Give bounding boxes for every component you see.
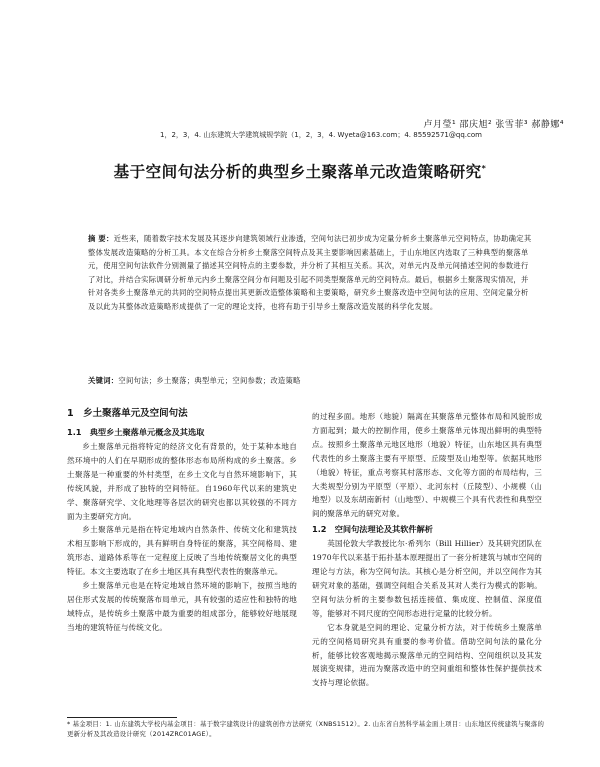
affiliation: 1，2，3，4. 山东建筑大学建筑城规学院（1，2，3，4. Wyeta@163.com；4. 85592571@qq.com — [160, 131, 482, 139]
footnote-divider — [67, 717, 177, 718]
section-1-heading: 1 乡土聚落单元及空间句法 — [67, 408, 188, 419]
body-paragraph: 它本身就是空间的理论、定量分析方法，对于传统乡土聚落单元的空间格局研究具有重要的参考价值。借助空间句法的量化分析，能够比较客观地揭示聚落单元的空间结构、空间组织以及其发展演变规律，进而为聚落改造中的空间重组和整体性保护提供技术支持与理论依据。 — [312, 622, 542, 688]
keywords-text: 空间句法；乡土聚落；典型单元；空间参数；改造策略 — [118, 376, 301, 385]
footnote: * 基金项目：1. 山东建筑大学校内基金项目：基于数字建筑设计的建筑创作方法研究（XNBS1512）。2. 山东省自然科学基金面上项目：山东地区传统建筑与聚落的更新分析及其改造设计研究（2014ZRC01AGE）。 — [67, 720, 545, 738]
keywords — [88, 376, 533, 386]
right-column — [312, 410, 542, 690]
abstract-text: 近些来，随着数字技术发展及其逐步向建筑领域行业渗透，空间句法已初步成为定量分析乡土聚落单元空间特点，协助确定其整体发展改造策略的分析工具。本文在综合分析乡土聚落空间特点及其主要影响因素基础上，于山东地区内选取了三种典型的聚落单元，使用空间句法软件分别测量了描述其空间特点的主要参数，并分析了其相互关系。其次，对单元内及单元间描述空间的参数进行了对比，并结合实际调研分析单元内乡土聚落空间分布问题及引起不同类型聚落单元的空间特点。最后，根据乡土聚落现实情况，并针对各类乡土聚落单元的共同的空间特点提出其更新改造整体策略和主要策略，研究乡土聚落改造中空间句法的应用、空间定量分析及以此为其整体改造策略形成提供了一定的理论支持，也将有助于引导乡土聚落改造发展的科学化发展。 — [88, 234, 532, 311]
paper-title — [0, 160, 600, 182]
body-paragraph: 乡土聚落单元也是在特定地域自然环境的影响下，按照当地的居住形式发展的传统聚落布局单元，具有较强的适应性和独特的地域特点，是传统乡土聚落中最为重要的组成部分，能够较好地展现当地的建筑特征与传统文化。 — [67, 581, 297, 632]
title-footnote-marker: * — [481, 163, 487, 173]
body-paragraph: 的过程多面。地形（地貌）隔离在其聚落单元整体布局和风貌形成方面起到；最大的控制作用，使乡土聚落单元体现出鲜明的典型特点。按照乡土聚落单元地区地形（地貌）特征，山东地区具有典型代表性的乡土聚落主要有平原型、丘陵型及山地型等。依据其地形（地貌）特征，重点考察其村落形态、文化等方面的布局结构，三大类规型分别为平原型（平原）、北河东村（丘陵型）、小规模（山地型）以及东胡南新村（山地型）、中规模三个具有代表性和典型空间的聚落单元的研究对象。 — [312, 412, 542, 519]
body-paragraph: 乡土聚落单元是指在特定地域内自然条件、传统文化和建筑技术相互影响下形成的，具有鲜明自身特征的聚落，其空间格局、建筑形态、道路体系等在一定程度上反映了当地传统聚居文化的典型特征。本文主要选取了在乡土地区具有典型代表性的聚落单元。 — [67, 525, 297, 577]
body-paragraph: 乡土聚落单元指将特定的经济文化有背景的，处于某种本地自然环境中的人们在早期形成的整体形态布局所构成的乡土聚落。乡土聚落是一种重要的外村类型，在乡土文化与自然环境影响下，其传统风貌，并形成了独特的空间特征。自1960年代以来的建筑史学、聚落研究学、文化地理等各层次的研究也都以其较强的不同方面为主要研究方向。 — [67, 442, 297, 521]
authors: 卢月瑩¹ 邵庆旭² 张雪菲³ 郝静娜⁴ — [423, 120, 564, 130]
section-1-2-heading: 1.2 空间句法理论及其软件解析 — [312, 524, 433, 535]
abstract-label: 摘 要： — [88, 234, 114, 243]
keywords-label: 关键词： — [88, 376, 119, 385]
section-1-1-heading: 1.1 典型乡土聚落单元概念及其选取 — [67, 427, 205, 437]
left-column — [67, 405, 297, 635]
abstract — [88, 232, 533, 314]
body-paragraph: 英国伦敦大学教授比尔·希列尔（Bill Hillier）及其研究团队在1970年代以来基于拓扑基本原理提出了一套分析建筑与城市空间的理论与方法，称为空间句法。其核心是分析空间，并以空间作为其研究对象的基础，强调空间组合关系及其对人类行为模式的影响。空间句法分析的主要参数包括连接值、集成度、控制值、深度值等，能够对不同尺度的空间形态进行定量的比较分析。 — [312, 539, 542, 618]
title-text: 基于空间句法分析的典型乡土聚落单元改造策略研究 — [113, 163, 482, 181]
